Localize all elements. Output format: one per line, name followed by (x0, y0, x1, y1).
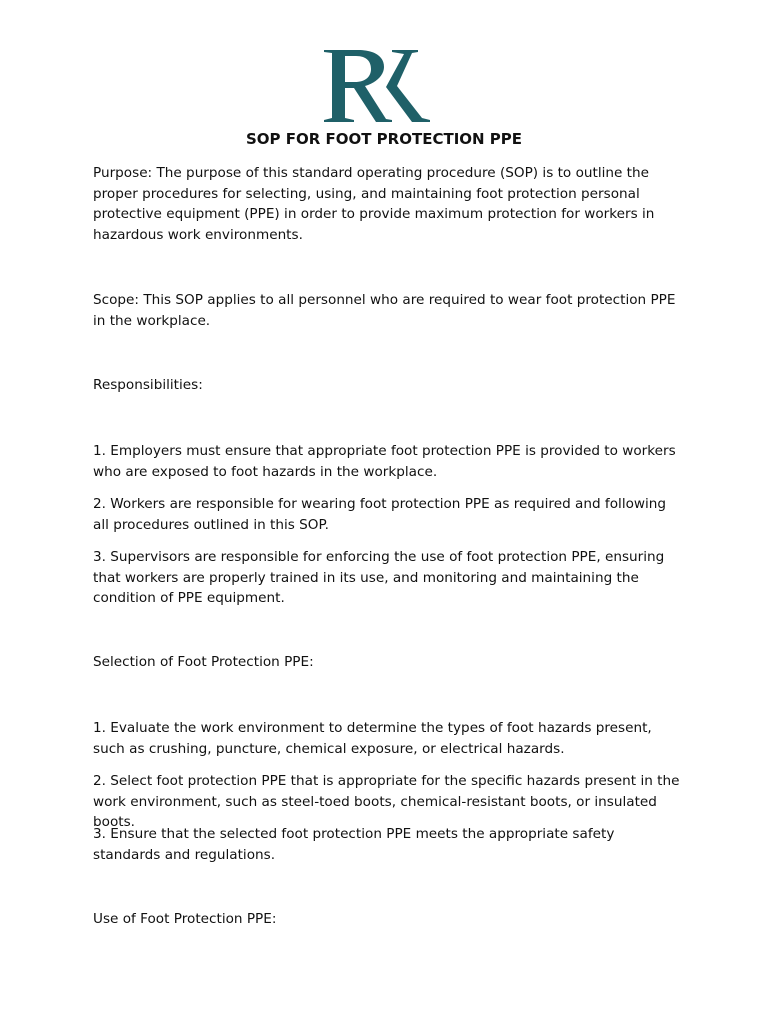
selection-item: 3. Ensure that the selected foot protection PPE meets the appropriate safety standards and regulations. (93, 826, 615, 863)
responsibility-item: 3. Supervisors are responsible for enforcing the use of foot protection PPE, ensuring that workers are properly trained in its use, and monitoring and maintaining the condition of PPE equipment. (93, 549, 665, 607)
selection-item: 2. Select foot protection PPE that is appropriate for the specific hazards present in the work environment, such as steel-toed boots, chemical-resistant boots, or insulated boots. (93, 773, 680, 831)
responsibility-item: 2. Workers are responsible for wearing foot protection PPE as required and following all procedures outlined in this SOP. (93, 496, 667, 533)
responsibility-item: 1. Employers must ensure that appropriate foot protection PPE is provided to workers who are exposed to foot hazards in the workplace. (93, 443, 676, 480)
selection-heading: Selection of Foot Protection PPE: (93, 654, 314, 670)
rk-logo (318, 42, 448, 130)
purpose-paragraph: Purpose: The purpose of this standard operating procedure (SOP) is to outline the proper procedures for selecting, using, and maintaining foot protection personal protective equipment (PPE) in order to provide maximum protection for workers in hazardous work environments. (93, 165, 655, 243)
responsibilities-heading: Responsibilities: (93, 377, 203, 393)
scope-paragraph: Scope: This SOP applies to all personnel who are required to wear foot protection PPE in the workplace. (93, 292, 676, 329)
selection-item: 1. Evaluate the work environment to determine the types of foot hazards present, such as crushing, puncture, chemical exposure, or electrical hazards. (93, 720, 652, 757)
use-heading: Use of Foot Protection PPE: (93, 911, 277, 927)
document-title: SOP FOR FOOT PROTECTION PPE (245, 130, 523, 148)
